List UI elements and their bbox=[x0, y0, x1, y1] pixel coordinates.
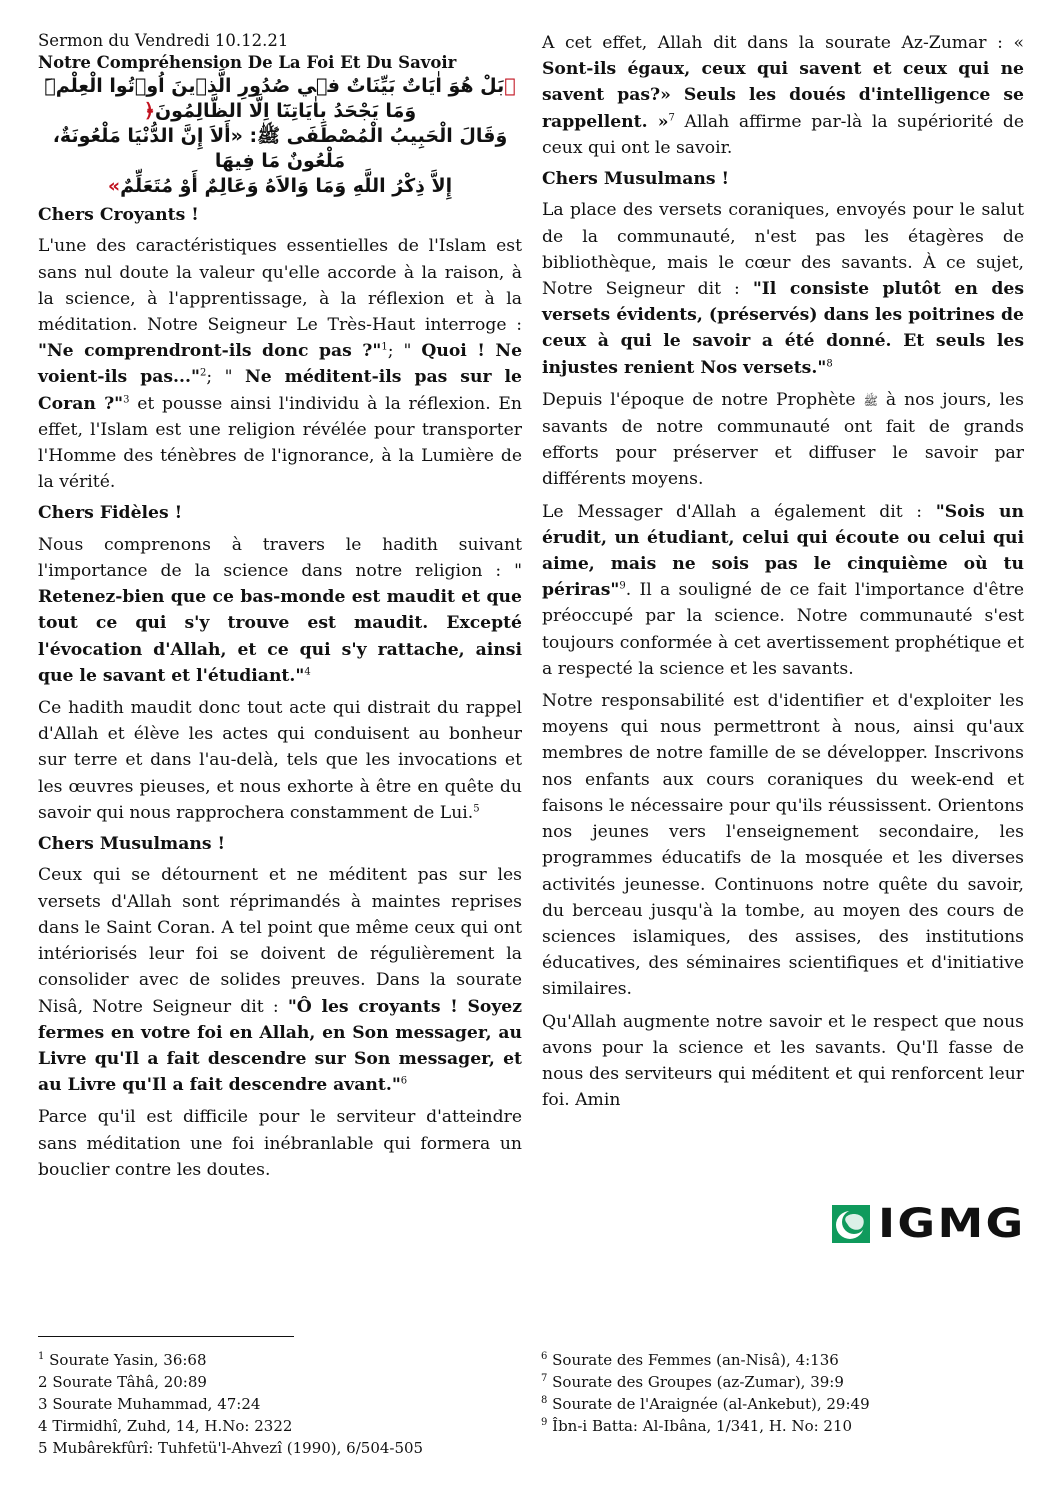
footnote-number: 6 bbox=[541, 1351, 548, 1362]
footnote-item bbox=[541, 1393, 870, 1415]
footnote-text: Sourate Yasin, 36:68 bbox=[44, 1351, 207, 1369]
text: La place des versets coraniques, envoyés pour le salut de la communauté, n'est pas les étagères de bibliothèque, mais le cœur des savants. À ce sujet, Notre Seigneur dit : bbox=[542, 200, 1024, 300]
text: A cet effet, Allah dit dans la sourate Az-Zumar : « bbox=[542, 33, 1024, 53]
footnote-separator bbox=[38, 1336, 294, 1337]
quote-bold: "Ne comprendront-ils donc pas ?" bbox=[38, 341, 382, 362]
logo-text: IGMG bbox=[878, 1201, 1026, 1247]
text: Allah affirme par-là la supériorité de ceux qui ont le savoir. bbox=[542, 111, 1024, 158]
footnote-text: Îbn-i Batta: Al-Ibâna, 1/341, H. No: 210 bbox=[547, 1417, 853, 1435]
quote-bold: Sont-ils égaux, ceux qui savent et ceux qui ne savent pas?» Seuls les doués d'intelligence se rappellent. » bbox=[542, 59, 1024, 132]
footnote-number: 9 bbox=[541, 1417, 548, 1428]
section-heading-croyants: Chers Croyants ! bbox=[38, 205, 199, 225]
right-column bbox=[542, 30, 1024, 1119]
arabic-hadith-line-1 bbox=[38, 124, 522, 174]
text: Ceux qui se détournent et ne méditent pas sur les versets d'Allah sont réprimandés à maintes reprises dans le Saint Coran. A tel point que même ceux qui ont intériorisés leur foi se doivent de régulièrement la consolider avec de solides preuves. Dans la sourate Nisâ, Notre Seigneur dit : bbox=[38, 865, 522, 1017]
salawat-icon: ﷺ bbox=[863, 393, 878, 408]
paragraph-az-zumar bbox=[542, 30, 1024, 161]
footnote-ref[interactable]: 7 bbox=[668, 111, 675, 123]
quote-bold: "Il consiste plutôt en des versets évidents, (préservés) dans les poitrines de ceux à qui le savoir a été donné. Et seuls les injustes renient Nos versets." bbox=[542, 279, 1024, 378]
text: ; " bbox=[387, 341, 422, 362]
sermon-date: Sermon du Vendredi 10.12.21 bbox=[38, 31, 289, 50]
footnote-ref[interactable]: 2 bbox=[199, 367, 207, 379]
footnote-ref[interactable]: 6 bbox=[400, 1075, 408, 1087]
footnote-number: 8 bbox=[541, 1395, 548, 1406]
section-heading-fideles: Chers Fidèles ! bbox=[38, 503, 183, 524]
footnote-text: Sourate de l'Araignée (al-Ankebut), 29:49 bbox=[547, 1395, 870, 1413]
hadith-quote-close: » bbox=[107, 175, 121, 197]
footnote-text: Mubârekfûrî: Tuhfetü'l-Ahvezî (1990), 6/504-505 bbox=[47, 1439, 424, 1457]
text: et pousse ainsi l'individu à la réflexion. En effet, l'Islam est une religion révélée pour transporter l'Homme des ténèbres de l'ignorance, à la Lumière de la vérité. bbox=[38, 393, 522, 493]
arabic-hadith-text-2: إِلاَّ ذِكْرُ اللَّهِ وَمَا وَالاَهُ وَعَالِمٌ أَوْ مُتَعَلِّمٌ bbox=[120, 175, 453, 197]
crescent-map-icon bbox=[832, 1205, 870, 1243]
text: ; " bbox=[206, 367, 245, 388]
footnote-item bbox=[541, 1349, 870, 1371]
footnote-item bbox=[38, 1349, 423, 1371]
arabic-verse-line-1 bbox=[38, 74, 522, 99]
section-heading-musulmans-1: Chers Musulmans ! bbox=[38, 834, 226, 855]
paragraph-nisa-verse bbox=[38, 862, 522, 1098]
footnote-ref[interactable]: 8 bbox=[826, 357, 833, 369]
verse-ornament-open: ﴾ bbox=[504, 75, 516, 97]
footnote-text: Sourate des Femmes (an-Nisâ), 4:136 bbox=[547, 1351, 839, 1369]
text: Nous comprenons à travers le hadith suivant l'importance de la science dans notre religion : " bbox=[38, 534, 522, 582]
footnote-item bbox=[541, 1415, 870, 1437]
arabic-verse-text-2: وَمَا يَجْحَدُ بِاٰيَاتِنَٓا اِلَّا الظَّالِمُونَ bbox=[154, 100, 417, 122]
paragraph-hadith-explained bbox=[38, 695, 522, 826]
arabic-verse-text-1: بَلْ هُوَ اٰيَاتٌ بَيِّنَاتٌ فٖي صُدُورِ الَّذٖينَ اُو۫تُوا الْعِلْمَۜ bbox=[44, 75, 505, 97]
footnote-number: 5 bbox=[38, 1439, 48, 1457]
footnotes-left bbox=[38, 1349, 423, 1459]
footnote-ref[interactable]: 3 bbox=[123, 393, 130, 405]
arabic-verse-line-2 bbox=[38, 99, 522, 124]
sermon-title: Notre Compréhension De La Foi Et Du Savoir bbox=[38, 53, 457, 72]
footnote-ref[interactable]: 9 bbox=[619, 580, 626, 592]
text: Parce qu'il est difficile pour le serviteur d'atteindre sans méditation une foi inébranlable qui formera un bouclier contre les doutes. bbox=[38, 1107, 522, 1180]
quote-bold: Quoi ! Ne voient-ils pas..." bbox=[38, 341, 523, 388]
quote-bold: "Sois un érudit, un étudiant, celui qui écoute ou celui qui aime, mais ne sois pas le cinquième où tu périras" bbox=[542, 501, 1025, 601]
footnote-item bbox=[541, 1371, 870, 1393]
footnote-text: Sourate Tâhâ, 20:89 bbox=[47, 1373, 207, 1391]
text: à nos jours, les savants de notre communauté ont fait de grands efforts pour préserver et diffuser le savoir par différents moyens. bbox=[542, 389, 1024, 490]
quote-bold: Retenez-bien que ce bas-monde est maudit et que tout ce qui s'y trouve est maudit. Excepté l'évocation d'Allah, et ce qui s'y rattache, ainsi que le savant et l'étudiant." bbox=[38, 587, 522, 686]
paragraph-hadith-science bbox=[38, 532, 522, 689]
paragraph-messenger-saying bbox=[542, 499, 1024, 682]
arabic-hadith-line-2 bbox=[38, 174, 522, 199]
text: L'une des caractéristiques essentielles de l'Islam est sans nul doute la valeur qu'elle accorde à la raison, à la science, à l'apprentissage, à la réflexion et à la méditation. Notre Seigneur Le Très-Haut interroge : bbox=[38, 236, 522, 336]
footnote-text: Sourate des Groupes (az-Zumar), 39:9 bbox=[547, 1373, 844, 1391]
text: Depuis l'époque de notre Prophète bbox=[542, 389, 864, 410]
footnote-number: 1 bbox=[38, 1351, 45, 1362]
text: Notre responsabilité est d'identifier et d'exploiter les moyens qui nous permettront à nous, ainsi qu'aux membres de notre famille de se développer. Inscrivons nos enfants aux cours coraniques du week-end et faisons le nécessaire pour qu'ils réussissent. Orientons nos jeunes vers l'enseignement secondaire, les programmes éducatifs de la mosquée et les diverses activités jeunesse. Continuons notre quête du savoir, du berceau jusqu'à la tombe, au moyen des cours de sciences islamiques, des assises, des institutions éducatives, des séminaires scientifiques et d'initiative similaires. bbox=[542, 691, 1024, 1000]
text: . Il a souligné de ce fait l'importance d'être préoccupé par la science. Notre communauté s'est toujours conformée à cet avertissement prophétique et a respecté la science et les savants. bbox=[542, 580, 1024, 679]
arabic-hadith-text-1: وَقَالَ الْحَبِيبُ الْمُصْطَفَى ﷺ: «أَلاَ إِنَّ الدُّنْيَا مَلْعُونَةٌ، مَلْعُونٌ مَا فِيهَا bbox=[52, 125, 508, 172]
footnote-text: Sourate Muhammad, 47:24 bbox=[47, 1395, 261, 1413]
verse-ornament-close: ﴿ bbox=[143, 100, 155, 122]
paragraph-meditation-shield bbox=[38, 1104, 522, 1183]
paragraph-scholars-efforts bbox=[542, 387, 1024, 493]
footnotes-right bbox=[541, 1349, 870, 1437]
footnote-number: 4 bbox=[38, 1417, 48, 1435]
footnote-ref[interactable]: 4 bbox=[304, 666, 311, 678]
footnote-number: 2 bbox=[38, 1373, 48, 1391]
paragraph-verses-hearts bbox=[542, 197, 1024, 380]
footnote-item bbox=[38, 1371, 423, 1393]
quote-bold: "Ô les croyants ! Soyez fermes en votre foi en Allah, en Son messager, au Livre qu'Il a fait descendre sur Son messager, et au Livre qu'Il a fait descendre avant." bbox=[38, 996, 522, 1096]
footnote-item bbox=[38, 1437, 423, 1459]
footnote-text: Tirmidhî, Zuhd, 14, H.No: 2322 bbox=[47, 1417, 293, 1435]
paragraph-responsibility bbox=[542, 688, 1024, 1002]
footnote-ref[interactable]: 1 bbox=[381, 341, 388, 353]
left-column bbox=[38, 30, 522, 1189]
footnote-number: 3 bbox=[38, 1395, 48, 1413]
text: Qu'Allah augmente notre savoir et le respect que nous avons pour la science et les savants. Qu'Il fasse de nous des serviteurs qui méditent et qui renforcent leur foi. Amin bbox=[542, 1011, 1024, 1111]
section-heading-musulmans-2: Chers Musulmans ! bbox=[542, 169, 730, 190]
igmg-logo bbox=[832, 1201, 1026, 1247]
footnote-number: 7 bbox=[541, 1373, 548, 1384]
text: Le Messager d'Allah a également dit : bbox=[542, 501, 936, 522]
footnote-item bbox=[38, 1415, 423, 1437]
paragraph-islam-reason bbox=[38, 233, 522, 495]
text: Ce hadith maudit donc tout acte qui distrait du rappel d'Allah et élève les actes qui conduisent au bonheur sur terre et dans l'au-delà, tels que les invocations et les œuvres pieuses, et nous exhorte à être en quête du savoir qui nous rapprochera constamment de Lui. bbox=[38, 698, 522, 823]
footnote-ref[interactable]: 5 bbox=[473, 803, 480, 815]
paragraph-closing-prayer bbox=[542, 1009, 1024, 1114]
footnote-item bbox=[38, 1393, 423, 1415]
quote-bold: Ne méditent-ils pas sur le Coran ?" bbox=[38, 367, 522, 414]
